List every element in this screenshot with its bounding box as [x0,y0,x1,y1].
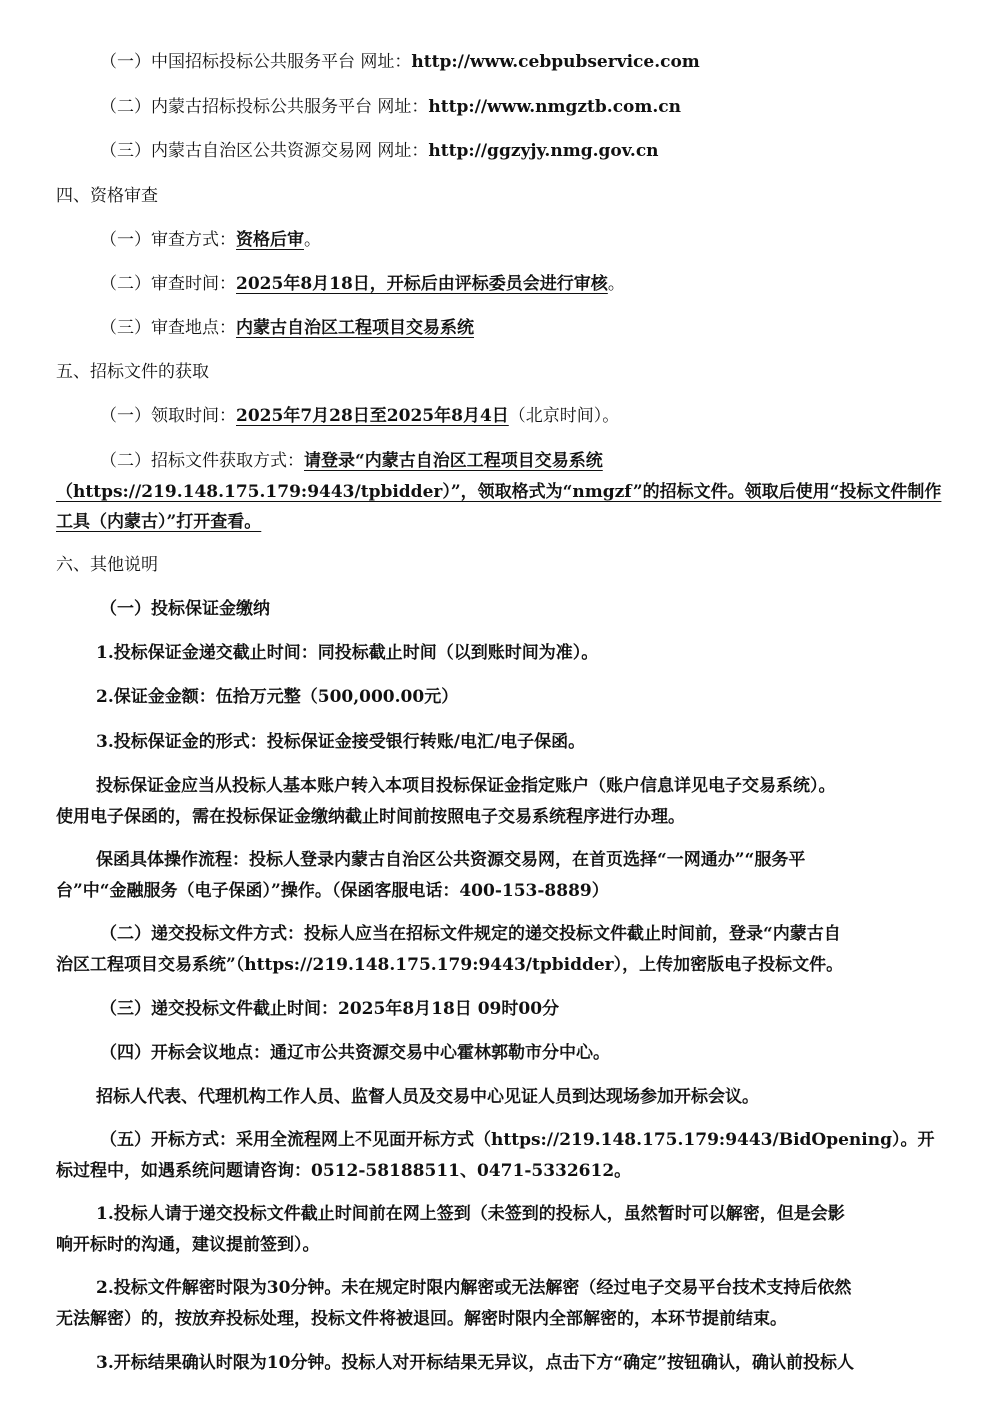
collect-method-url-line[interactable]: （https://219.148.175.179:9443/tpbidder）”，领取格式为“nmgzf”的招标文件。领取后使用“投标文件制作 [56,482,942,502]
collect-time [0,398,1000,434]
opening-method-line1: （五）开标方式：采用全流程网上不见面开标方式（https://219.148.175.179:9443/BidOpening）。开 [100,1130,935,1150]
attendees: 招标人代表、代理机构工作人员、监督人员及交易中心见证人员到达现场参加开标会议。 [96,1087,759,1107]
review-place-value: 内蒙古自治区工程项目交易系统 [236,318,474,338]
period: 。 [607,274,625,294]
opening-venue: （四）开标会议地点：通辽市公共资源交易中心霍林郭勒市分中心。 [100,1043,610,1063]
review-method [0,222,1000,258]
platform-label: （二）内蒙古招标投标公共服务平台 网址： [100,97,429,117]
platform-line-2 [0,89,1000,125]
note-2-line2: 无法解密）的，按放弃投标处理，投标文件将被退回。解密时限内全部解密的，本环节提前结束。 [56,1309,787,1329]
bond-paragraph-2-line1: 保函具体操作流程：投标人登录内蒙古自治区公共资源交易网，在首页选择“一网通办”“服务平 [96,850,806,870]
submit-method-line2: 治区工程项目交易系统”（https://219.148.175.179:9443/tpbidder），上传加密版电子投标文件。 [56,955,844,975]
review-method-value: 资格后审 [236,230,304,250]
platform-line-1 [0,44,1000,80]
platform-url[interactable]: http://www.cebpubservice.com [411,52,700,72]
platform-url[interactable]: http://www.nmgztb.com.cn [428,97,682,117]
collect-method-label: （二）招标文件获取方式： [100,451,304,471]
section-6-heading: 六、其他说明 [56,555,158,575]
bond-paragraph-1-line2: 使用电子保函的，需在投标保证金缴纳截止时间前按照电子交易系统程序进行办理。 [56,807,685,827]
bond-heading: （一）投标保证金缴纳 [100,599,270,619]
review-time [0,266,1000,302]
submit-deadline: （三）递交投标文件截止时间：2025年8月18日 09时00分 [100,999,560,1019]
platform-line-3 [0,133,1000,169]
review-method-label: （一）审查方式： [100,230,236,250]
platform-url[interactable]: http://ggzyjy.nmg.gov.cn [428,141,659,161]
review-time-label: （二）审查时间： [100,274,236,294]
section-5-heading: 五、招标文件的获取 [56,362,209,382]
note-3-line1: 3.开标结果确认时限为10分钟。投标人对开标结果无异议，点击下方“确定”按钮确认，确认前投标人 [96,1353,854,1373]
opening-method-line2: 标过程中，如遇系统问题请咨询：0512-58188511、0471-5332612。 [56,1161,632,1181]
section-4-heading: 四、资格审查 [56,186,158,206]
collect-method-line3 [0,504,1000,540]
note-1-line2: 响开标时的沟通，建议提前签到）。 [56,1235,320,1255]
review-place [0,310,1000,346]
review-time-value: 2025年8月18日，开标后由评标委员会进行审核 [236,274,608,294]
review-place-label: （三）审查地点： [100,318,236,338]
bond-paragraph-2-line2: 台”中“金融服务（电子保函）”操作。（保函客服电话：400-153-8889） [56,881,609,901]
platform-label: （三）内蒙古自治区公共资源交易网 网址： [100,141,429,161]
bond-item-3: 3.投标保证金的形式：投标保证金接受银行转账/电汇/电子保函。 [96,732,586,752]
note-2-line1: 2.投标文件解密时限为30分钟。未在规定时限内解密或无法解密（经过电子交易平台技术支持后依然 [96,1278,852,1298]
submit-method-line1: （二）递交投标文件方式：投标人应当在招标文件规定的递交投标文件截止时间前，登录“内蒙古自 [100,924,841,944]
bond-item-2: 2.保证金金额：伍拾万元整（500,000.00元） [96,687,459,707]
period: 。 [304,230,321,250]
bond-item-1: 1.投标保证金递交截止时间：同投标截止时间（以到账时间为准）。 [96,643,599,663]
collect-time-value: 2025年7月28日至2025年8月4日 [236,406,509,426]
platform-label: （一）中国招标投标公共服务平台 网址： [100,52,412,72]
bond-paragraph-1-line1: 投标保证金应当从投标人基本账户转入本项目投标保证金指定账户（账户信息详见电子交易系统）。 [96,776,836,796]
collect-method-tail: 工具（内蒙古）”打开查看。 [56,512,262,532]
collect-method-line1: 请登录“内蒙古自治区工程项目交易系统 [304,451,603,471]
note-1-line1: 1.投标人请于递交投标文件截止时间前在网上签到（未签到的投标人，虽然暂时可以解密，但是会影 [96,1204,845,1224]
collect-time-note: （北京时间）。 [508,406,620,426]
collect-time-label: （一）领取时间： [100,406,236,426]
